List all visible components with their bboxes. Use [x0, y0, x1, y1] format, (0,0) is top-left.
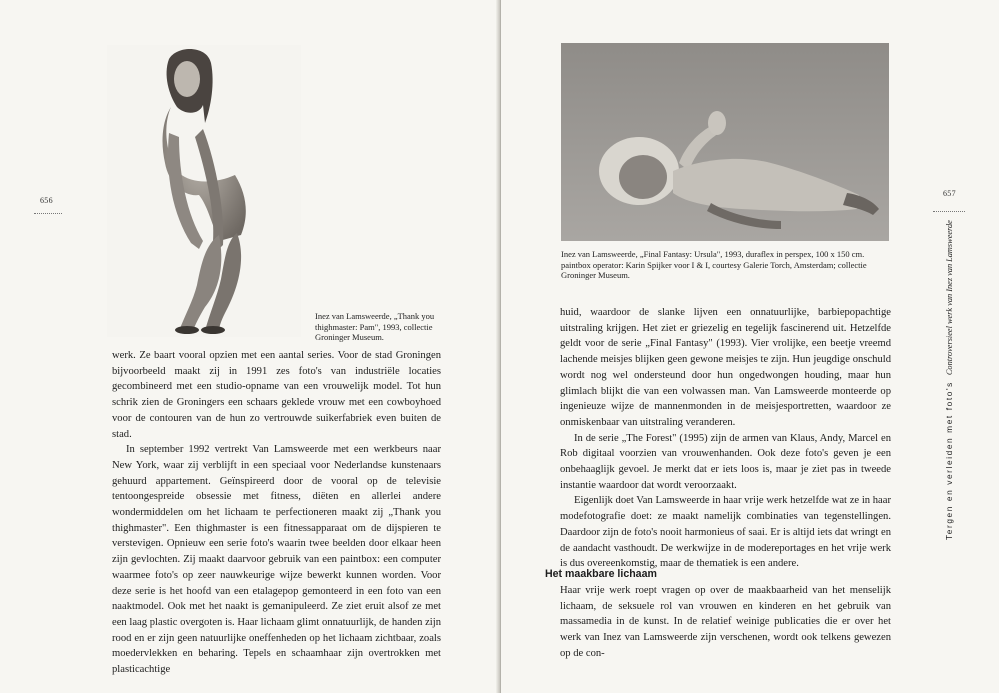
paragraph: Haar vrije werk roept vragen op over de maakbaarheid van het menselijk lichaam, de seksuele rol van vrouwen en kinderen en het gebruik van massamedia in de kunst. In de relatief weinige publicaties die er over het werk van Inez van Lamsweerde zijn verschenen, wordt ook telkens gewezen op de con- [560, 585, 891, 659]
paragraph: In september 1992 vertrekt Van Lamsweerde met een werkbeurs naar New York, waar zij verblijft in een speciaal voor Nederlandse kunstenaars gehuurd appartement. Geïnspireerd door de vooral op de televisie tentoongespreide obsessie met fitness, diëten en allerlei andere wondermiddelen om het lichaam te perfectioneren maakt zij „Thank you thighmaster". Een thighmaster is een fitnessapparaat om de dijspieren te verstevigen. Opnieuw een serie foto's waarin twee beelden door elkaar heen zijn gevlochten. Zij maakt daarvoor gebruik van een paintbox: een computer waarmee foto's op zeer nauwkeurige wijze bewerkt kunnen worden. Voor deze serie is het hoofd van een etalagepop gemonteerd in een foto van een naaktmodel. Ook met het naakt is gemanipuleerd. Ze ziet eruit alsof ze met een laag plastic overgoten is. Haar lichaam glimt onnatuurlijk, de handen zijn rood en er zijn geen natuurlijke oneffenheden op het lichaam zichtbaar, zoals moedervlekken en beharing. Tepels en schaamhaar zijn overtrokken met plasticachtige [112, 444, 441, 676]
paragraph: werk. Ze baart vooral opzien met een aantal series. Voor de stad Groningen bijvoorbeeld maakt zij in 1991 zes foto's van industriële locaties gecombineerd met een studio-opname van een vrouwelijk model. Tot hun schrik zien de Groningers een schaars geklede vrouw met een cowboyhoed voor de contouren van de hun zo vertrouwde suikerfabriek even buiten de stad. [112, 350, 441, 440]
running-title-sub: Tergen en verleiden met foto's [944, 381, 954, 540]
section-body-text [560, 583, 891, 662]
page-number-right: 657 [943, 189, 956, 198]
paragraph: huid, waardoor de slanke lijven een onnatuurlijke, barbiepopachtige uitstraling krijgen. Het ziet er griezelig en tegelijk fascinerend uit. Hetzelfde geldt voor de serie „Final Fantasy" (1993). Vier vrolijke, een beetje vreemd lachende meisjes blijken geen gewone meisjes te zijn. Hun jeugdige onschuld wordt nog wel ondersteund door hun ongedwongen houding, maar hun glimlach blijkt die van een volwassen man. Van Lamsweerde monteerde op ingenieuze wijze de mannenmonden in de meisjesportretten, waardoor ze onmiskenbaar van uitstraling veranderen. [560, 307, 891, 428]
photo-caption-right: Inez van Lamsweerde, „Final Fantasy: Ursula", 1993, duraflex in perspex, 100 x 150 cm. paintbox operator: Karin Spijker voor I & I, courtesy Galerie Torch, Amsterdam; collectie Groninger Museum. [561, 249, 867, 280]
body-text-right [560, 305, 891, 572]
body-text-left [112, 348, 441, 678]
page-number-rule-left [34, 213, 62, 214]
running-title [944, 220, 954, 540]
photo-caption-left: Inez van Lamsweerde, „Thank you thighmaster: Pam", 1993, collectie Groninger Museum. [315, 311, 435, 342]
paragraph: In de serie „The Forest" (1995) zijn de armen van Klaus, Andy, Marcel en Rob digitaal voorzien van vrouwenhanden. Ook deze foto's geven je een onbehaaglijk gevoel. Je merkt dat er iets loos is, maar je ziet pas in tweede instantie waardoor dat wordt veroorzaakt. [560, 432, 891, 491]
photo-final-fantasy-ursula [561, 43, 889, 241]
section-heading: Het maakbare lichaam [545, 568, 657, 580]
running-title-main: Controversieel werk van Inez van Lamsweerde [945, 220, 954, 376]
paragraph: Eigenlijk doet Van Lamsweerde in haar vrije werk hetzelfde wat ze in haar modefotografie doet: ze maakt namelijk combinaties van tegenstellingen. Daardoor zijn de foto's nooit harmonieus of saai. Er is altijd iets dat wringt en de aandacht vasthoudt. De werkwijze in de modereportages en het vrije werk is dus overeenkomstig, maar de thematiek is een andere. [560, 495, 891, 570]
page-number-rule-right [933, 211, 965, 212]
photo-thank-you-thighmaster [107, 45, 301, 337]
page-number-left: 656 [40, 196, 53, 205]
right-page [501, 0, 999, 693]
